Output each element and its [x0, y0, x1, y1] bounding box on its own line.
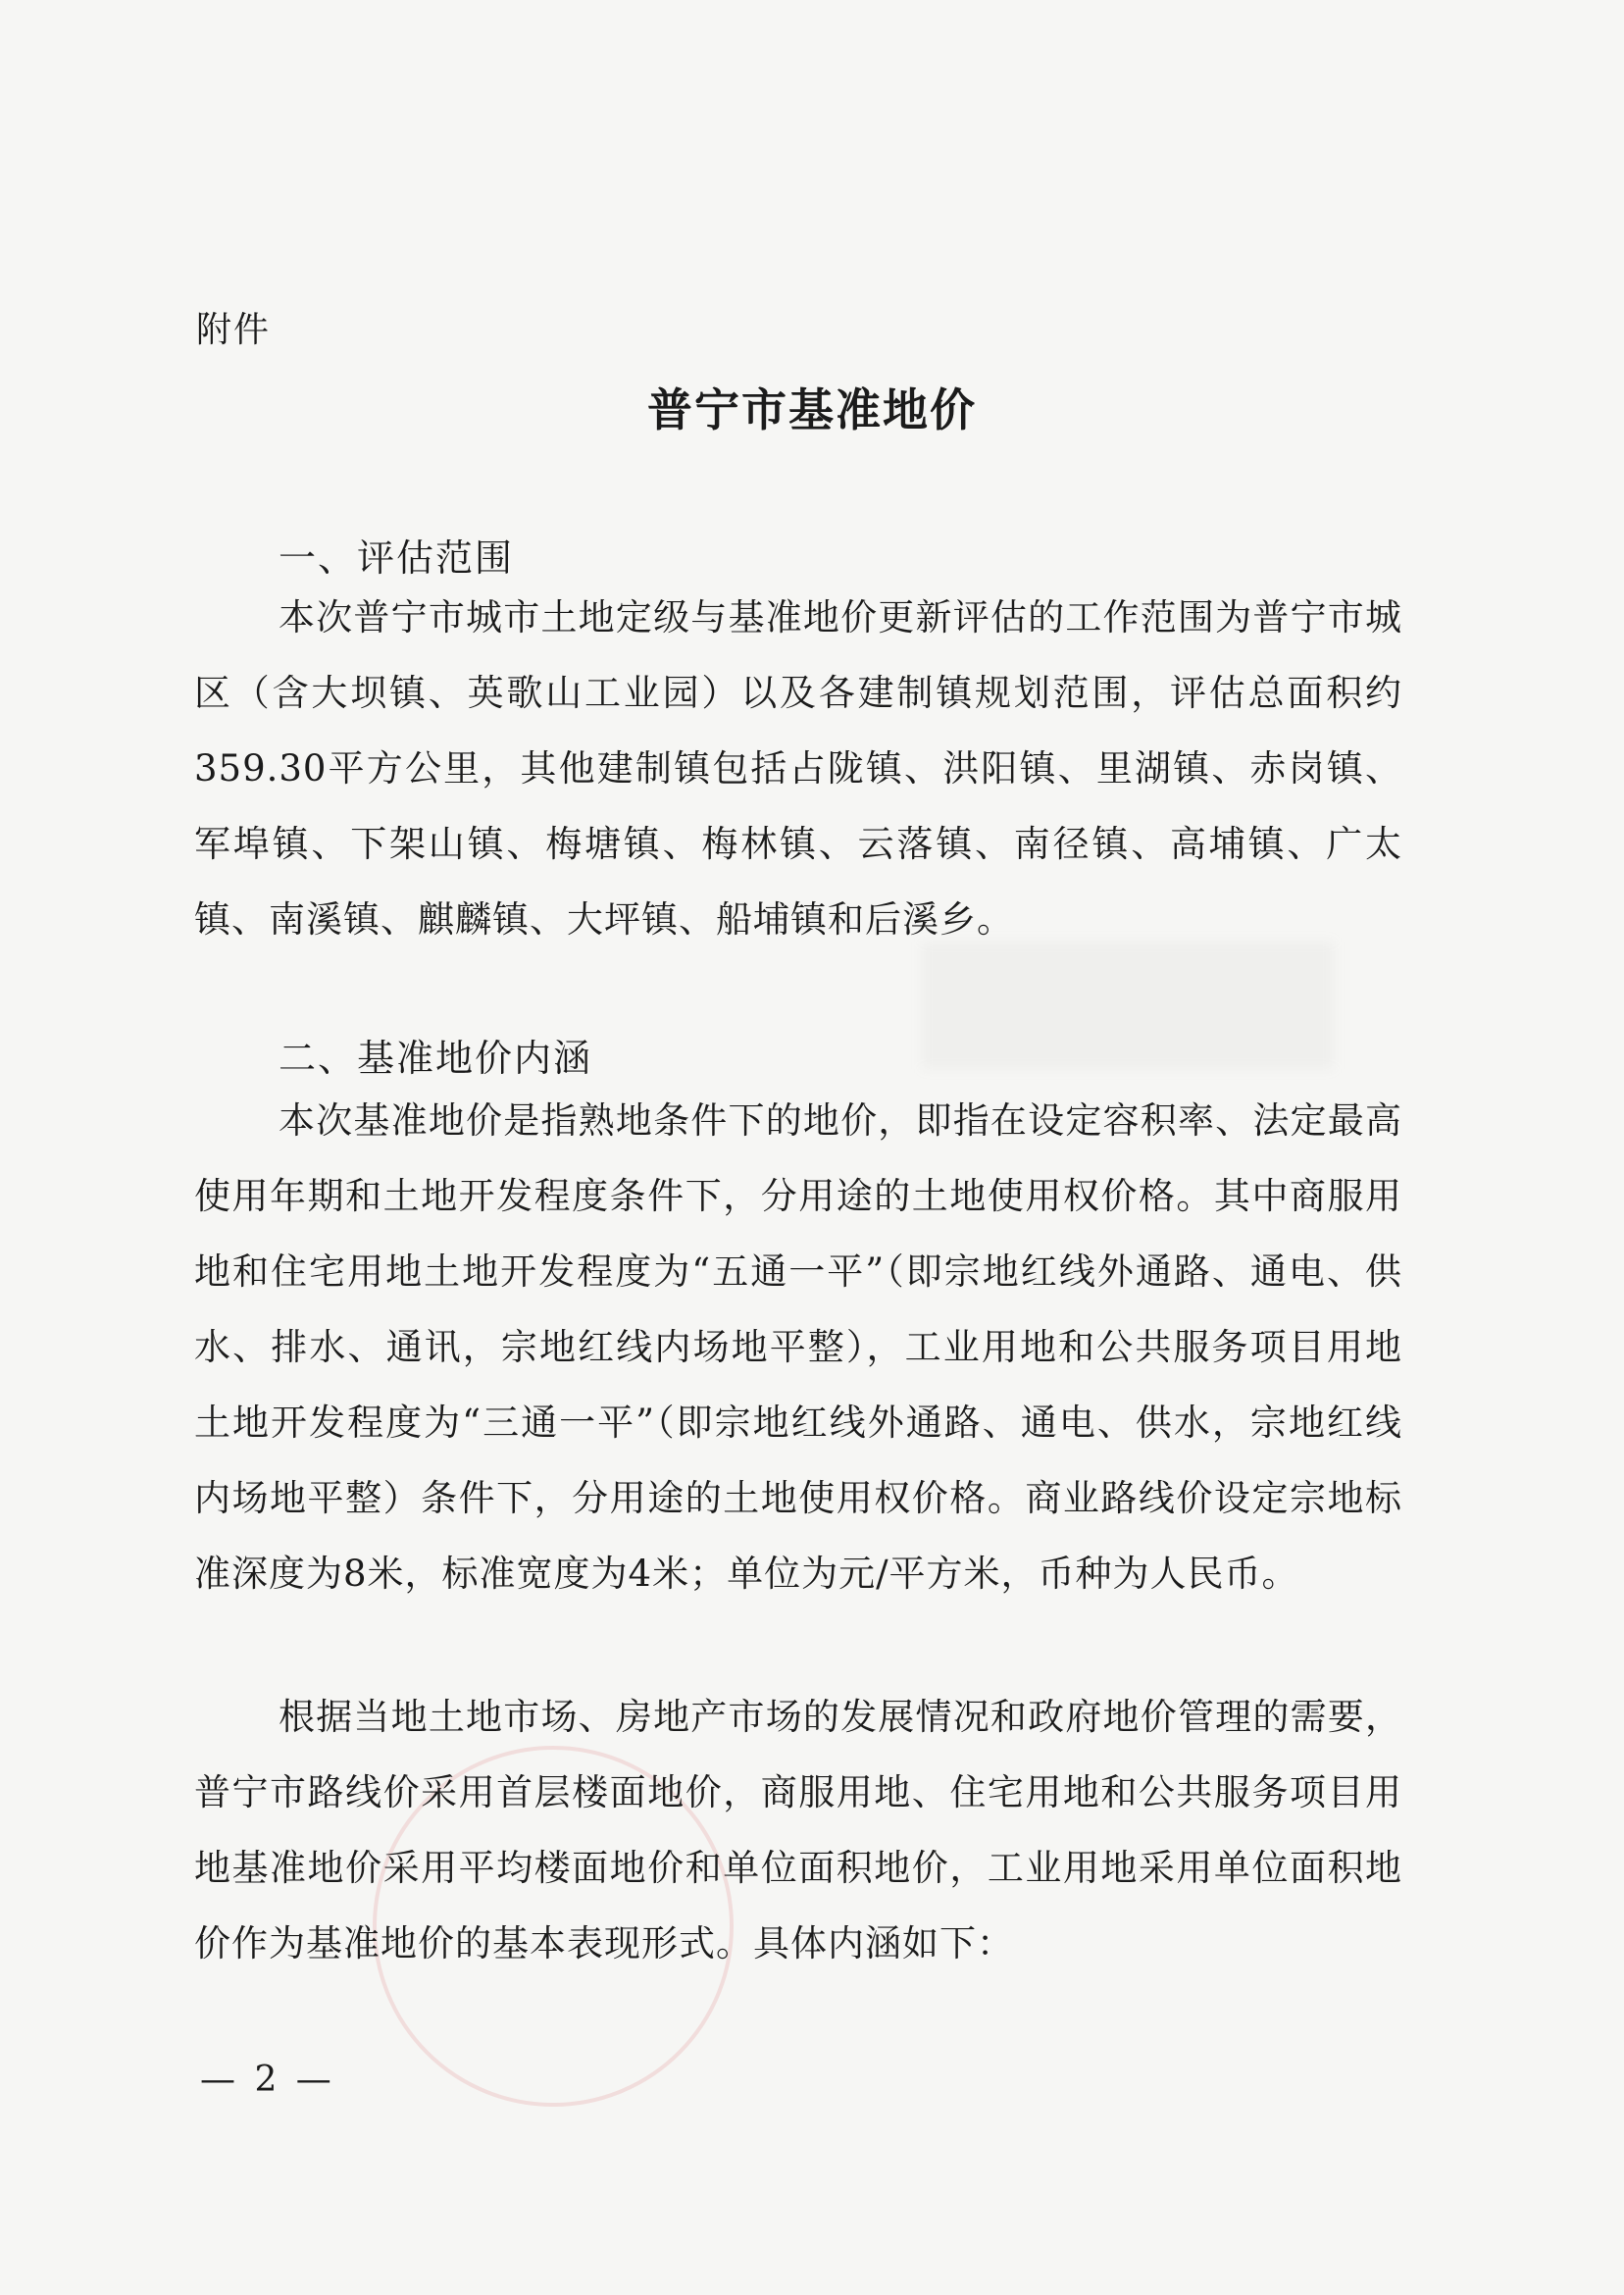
document-title: 普宁市基准地价 — [647, 383, 977, 436]
page-number: — 2 — — [200, 2060, 335, 2100]
paragraph-scope: 本次普宁市城市土地定级与基准地价更新评估的工作范围为普宁市城区（含大坝镇、英歌山工业园）以及各建制镇规划范围，评估总面积约359.30平方公里，其他建制镇包括占陇镇、洪阳镇、里湖镇、赤岗镇、军埠镇、下架山镇、梅塘镇、梅林镇、云落镇、南径镇、高埔镇、广太镇、南溪镇、麒麟镇、大坪镇、船埔镇和后溪乡。 — [194, 596, 1402, 941]
attachment-label: 附件 — [196, 310, 272, 350]
show-through-shadow — [922, 942, 1334, 1069]
section-heading-scope: 一、评估范围 — [279, 536, 515, 580]
paragraph-connotation-1: 本次基准地价是指熟地条件下的地价，即指在设定容积率、法定最高使用年期和土地开发程度条件下，分用途的土地使用权价格。其中商服用地和住宅用地土地开发程度为“五通一平”（即宗地红线外通路、通电、供水、排水、通讯，宗地红线内场地平整），工业用地和公共服务项目用地土地开发程度为“三通一平”（即宗地红线外通路、通电、供水，宗地红线内场地平整）条件下，分用途的土地使用权价格。商业路线价设定宗地标准深度为8米，标准宽度为4米；单位为元/平方米，币种为人民币。 — [194, 1099, 1402, 1595]
paragraph-connotation-2: 根据当地土地市场、房地产市场的发展情况和政府地价管理的需要，普宁市路线价采用首层楼面地价，商服用地、住宅用地和公共服务项目用地基准地价采用平均楼面地价和单位面积地价，工业用地采用单位面积地价作为基准地价的基本表现形式。具体内涵如下： — [194, 1696, 1402, 1964]
section-heading-connotation: 二、基准地价内涵 — [279, 1037, 593, 1080]
